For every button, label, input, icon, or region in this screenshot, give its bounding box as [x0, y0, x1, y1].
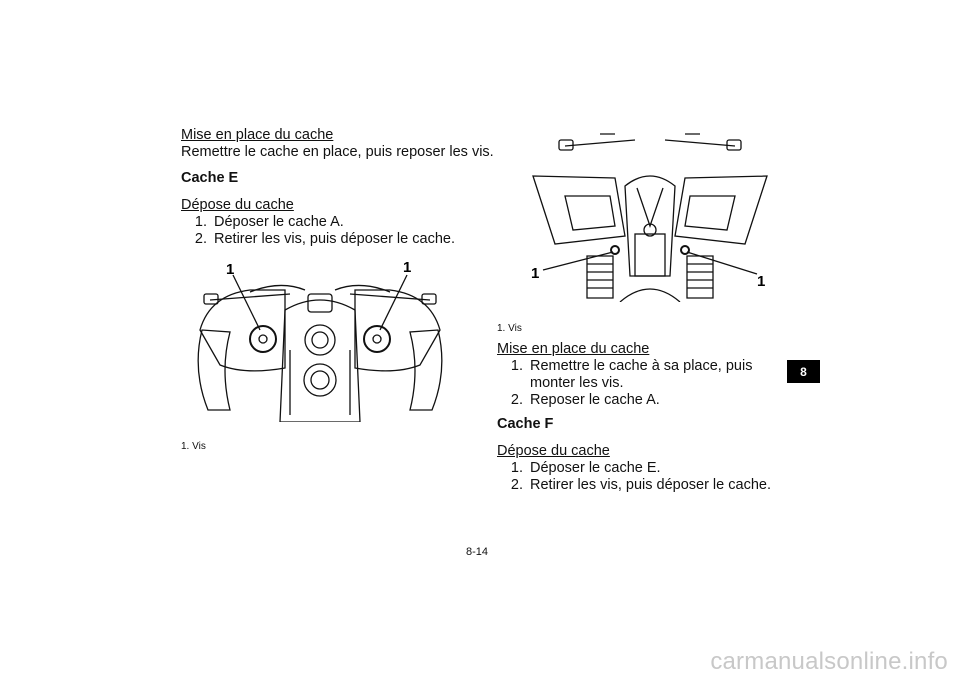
list-item: 1. Déposer le cache A.: [194, 214, 344, 230]
list-item: 2. Retirer les vis, puis déposer le cache.: [194, 231, 455, 247]
removal-steps-right: [497, 460, 789, 494]
figure-caption-right: 1. Vis: [497, 323, 522, 334]
install-heading-right: Mise en place du cache: [497, 341, 650, 357]
list-item: 2. Retirer les vis, puis déposer le cache.: [510, 477, 771, 493]
install-text-left: Remettre le cache en place, puis reposer les vis.: [181, 144, 494, 160]
install-heading-left: Mise en place du cache: [181, 127, 334, 143]
figure-caption-left: 1. Vis: [181, 441, 206, 452]
install-steps-right: [497, 358, 789, 409]
callout-label: 1: [757, 273, 766, 290]
callout-label: 1: [403, 259, 412, 276]
removal-heading-left: Dépose du cache: [181, 197, 294, 213]
page-number: 8-14: [466, 546, 489, 558]
list-item: 1. Remettre le cache à sa place, puis monter les vis.: [510, 358, 753, 391]
callout-label: 1: [226, 261, 235, 278]
list-item: 1. Déposer le cache E.: [510, 460, 661, 476]
removal-steps-left: [181, 214, 471, 248]
chapter-tab: 8: [787, 360, 820, 383]
watermark: carmanualsonline.info: [710, 648, 948, 675]
atv-figure-left: [190, 250, 450, 422]
callout-label: 1: [531, 265, 540, 282]
list-item: 2. Reposer le cache A.: [510, 392, 660, 408]
cover-e-title: Cache E: [181, 170, 239, 186]
atv-figure-right: [525, 126, 775, 302]
cover-f-title: Cache F: [497, 416, 554, 432]
removal-heading-right: Dépose du cache: [497, 443, 610, 459]
